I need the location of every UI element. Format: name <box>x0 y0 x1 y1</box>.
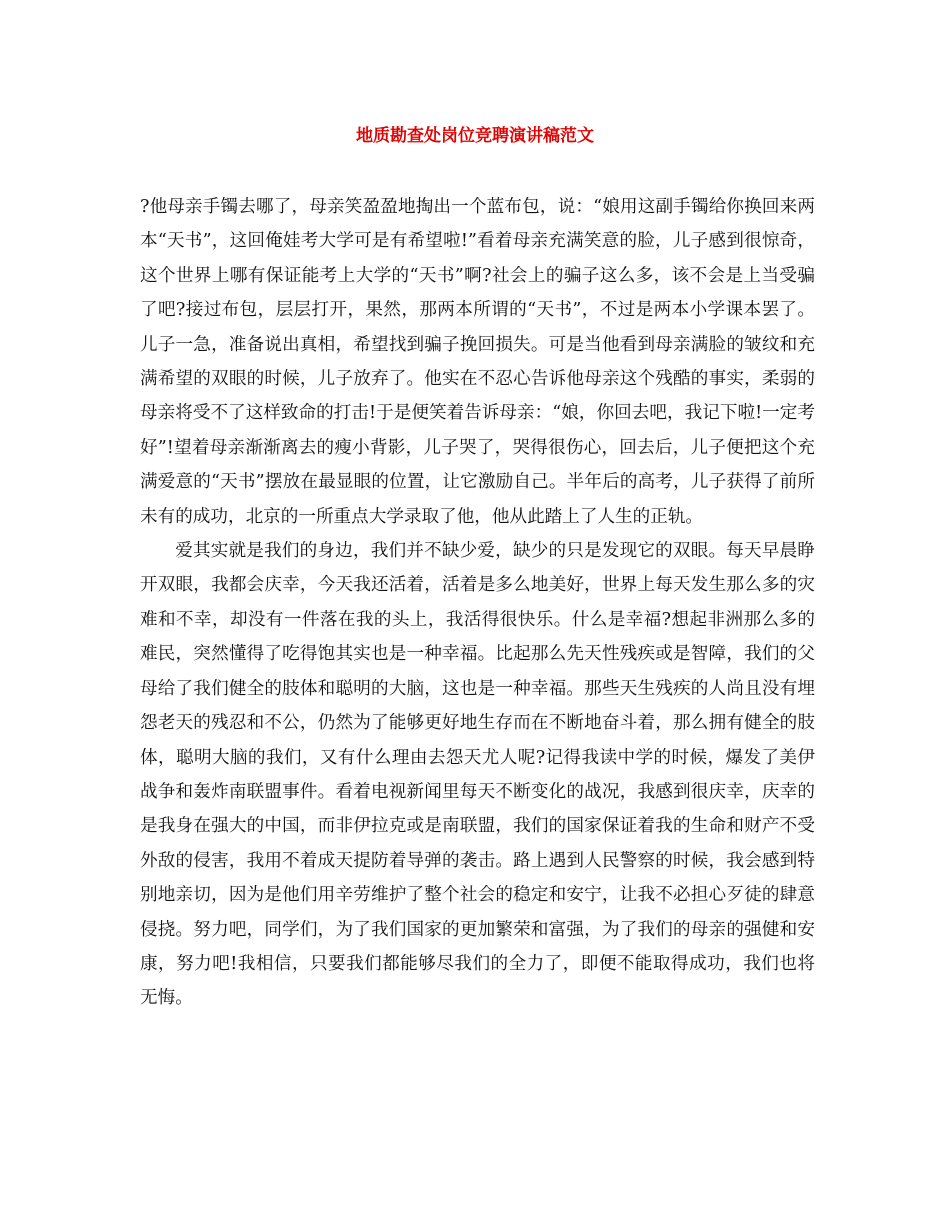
paragraph-1: ?他母亲手镯去哪了，母亲笑盈盈地掏出一个蓝布包，说：“娘用这副手镯给你换回来两本“天书”，这回俺娃考大学可是有希望啦!”看着母亲充满笑意的脸，儿子感到很惊奇，这个世界上哪有保证能考上大学的“天书”啊?社会上的骗子这么多，该不会是上当受骗了吧?接过布包，层层打开，果然，那两本所谓的“天书”，不过是两本小学课本罢了。儿子一急，准备说出真相，希望找到骗子挽回损失。可是当他看到母亲满脸的皱纹和充满希望的双眼的时候，儿子放弃了。他实在不忍心告诉他母亲这个残酷的事实，柔弱的母亲将受不了这样致命的打击!于是便笑着告诉母亲：“娘，你回去吧，我记下啦!一定考好”!望着母亲渐渐离去的瘦小背影，儿子哭了，哭得很伤心，回去后，儿子便把这个充满爱意的“天书”摆放在最显眼的位置，让它激励自己。半年后的高考，儿子获得了前所未有的成功，北京的一所重点大学录取了他，他从此踏上了人生的正轨。 <box>140 197 815 527</box>
document-title: 地质勘查处岗位竞聘演讲稿范文 <box>356 126 594 146</box>
document-body <box>140 190 815 1016</box>
paragraph-2: 爱其实就是我们的身边，我们并不缺少爱，缺少的只是发现它的双眼。每天早晨睁开双眼，我都会庆幸，今天我还活着，活着是多么地美好，世界上每天发生那么多的灾难和不幸，却没有一件落在我的头上，我活得很快乐。什么是幸福?想起非洲那么多的难民，突然懂得了吃得饱其实也是一种幸福。比起那么先天性残疾或是智障，我们的父母给了我们健全的肢体和聪明的大脑，这也是一种幸福。那些天生残疾的人尚且没有埋怨老天的残忍和不公，仍然为了能够更好地生存而在不断地奋斗着，那么拥有健全的肢体，聪明大脑的我们，又有什么理由去怨天尤人呢?记得我读中学的时候，爆发了美伊战争和轰炸南联盟事件。看着电视新闻里每天不断变化的战况，我感到很庆幸，庆幸的是我身在强大的中国，而非伊拉克或是南联盟，我们的国家保证着我的生命和财产不受外敌的侵害，我用不着成天提防着导弹的袭击。路上遇到人民警察的时候，我会感到特别地亲切，因为是他们用辛劳维护了整个社会的稳定和安宁，让我不必担心歹徒的肆意侵挠。努力吧，同学们，为了我们国家的更加繁荣和富强，为了我们的母亲的强健和安康，努力吧!我相信，只要我们都能够尽我们的全力了，即便不能取得成功，我们也将无悔。 <box>140 541 815 1009</box>
